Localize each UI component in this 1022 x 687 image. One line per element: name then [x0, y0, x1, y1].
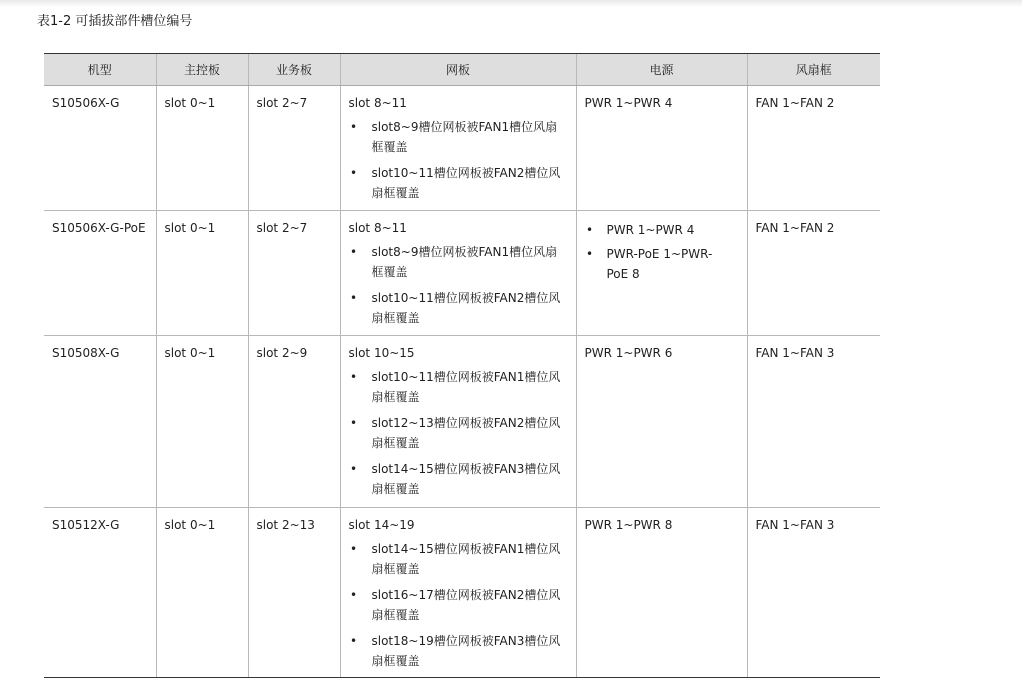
list-item [585, 220, 739, 240]
cell-fan [747, 508, 880, 678]
mpu-text: slot 0~1 [164, 96, 216, 110]
header-sfu: 网板 [340, 54, 576, 86]
cell-sfu [340, 508, 576, 678]
list-item [349, 585, 568, 625]
bullet-icon: • [349, 542, 358, 556]
fan-text: FAN 1~FAN 2 [755, 221, 835, 235]
power-text: PWR 1~PWR 4 [584, 96, 673, 110]
cell-model [44, 86, 156, 211]
cell-sfu [340, 211, 576, 336]
model-text: S10506X-G [52, 96, 120, 110]
fan-text: FAN 1~FAN 3 [755, 518, 835, 532]
cell-model [44, 508, 156, 678]
note-text: slot10~11槽位网板被FAN1槽位风扇框覆盖 [371, 370, 561, 404]
list-item [349, 539, 568, 579]
cell-mpu [156, 86, 248, 211]
list-item [349, 631, 568, 671]
note-text: slot8~9槽位网板被FAN1槽位风扇框覆盖 [371, 120, 558, 154]
bullet-icon: • [349, 416, 358, 430]
cell-fan [747, 336, 880, 508]
power-list [585, 220, 739, 284]
sfu-text: slot 8~11 [348, 96, 407, 110]
model-text: S10508X-G [52, 346, 120, 360]
table-row [44, 508, 880, 678]
bullet-icon: • [349, 588, 358, 602]
slot-number-table [44, 53, 880, 678]
list-item [349, 242, 568, 282]
list-item [349, 413, 568, 453]
header-mpu: 主控板 [156, 54, 248, 86]
cell-sfu [340, 336, 576, 508]
model-text: S10512X-G [52, 518, 120, 532]
power-text: PWR 1~PWR 8 [584, 518, 673, 532]
table-caption: 表1-2 可插拔部件槽位编号 [37, 14, 193, 29]
sfu-notes-list [349, 367, 568, 499]
header-power: 电源 [576, 54, 747, 86]
fan-text: FAN 1~FAN 3 [755, 346, 835, 360]
cell-mpu [156, 336, 248, 508]
power-text: PWR 1~PWR 6 [584, 346, 673, 360]
sfu-text: slot 14~19 [348, 518, 415, 532]
cell-lpu [248, 86, 340, 211]
cell-mpu [156, 508, 248, 678]
lpu-text: slot 2~9 [256, 346, 308, 360]
cell-model [44, 336, 156, 508]
fan-text: FAN 1~FAN 2 [755, 96, 835, 110]
cell-power [576, 336, 747, 508]
bullet-icon: • [349, 245, 358, 259]
bullet-icon: • [349, 370, 358, 384]
cell-fan [747, 86, 880, 211]
power-item-text: PWR 1~PWR 4 [606, 223, 695, 237]
sfu-text: slot 8~11 [348, 221, 407, 235]
bullet-icon: • [349, 291, 358, 305]
note-text: slot8~9槽位网板被FAN1槽位风扇框覆盖 [371, 245, 558, 279]
lpu-text: slot 2~7 [256, 221, 308, 235]
sfu-notes-list [349, 242, 568, 328]
note-text: slot18~19槽位网板被FAN3槽位风扇框覆盖 [371, 634, 561, 668]
mpu-text: slot 0~1 [164, 346, 216, 360]
table-header-row [44, 54, 880, 86]
note-text: slot10~11槽位网板被FAN2槽位风扇框覆盖 [371, 291, 561, 325]
cell-lpu [248, 336, 340, 508]
list-item [349, 367, 568, 407]
mpu-text: slot 0~1 [164, 221, 216, 235]
mpu-text: slot 0~1 [164, 518, 216, 532]
cell-fan [747, 211, 880, 336]
table-row [44, 336, 880, 508]
header-fan: 风扇框 [747, 54, 880, 86]
table-row [44, 86, 880, 211]
list-item [349, 288, 568, 328]
note-text: slot10~11槽位网板被FAN2槽位风扇框覆盖 [371, 166, 561, 200]
lpu-text: slot 2~7 [256, 96, 308, 110]
cell-lpu [248, 508, 340, 678]
cell-power [576, 211, 747, 336]
sfu-notes-list [349, 539, 568, 671]
cell-mpu [156, 211, 248, 336]
model-text: S10506X-G-PoE [52, 221, 146, 235]
cell-model [44, 211, 156, 336]
cell-power [576, 86, 747, 211]
note-text: slot12~13槽位网板被FAN2槽位风扇框覆盖 [371, 416, 561, 450]
note-text: slot14~15槽位网板被FAN3槽位风扇框覆盖 [371, 462, 561, 496]
list-item [585, 244, 739, 284]
sfu-notes-list [349, 117, 568, 203]
bullet-icon: • [585, 223, 594, 237]
bullet-icon: • [585, 247, 594, 261]
header-model: 机型 [44, 54, 156, 86]
note-text: slot14~15槽位网板被FAN1槽位风扇框覆盖 [371, 542, 561, 576]
cell-power [576, 508, 747, 678]
bullet-icon: • [349, 462, 358, 476]
top-shadow [0, 0, 1022, 7]
cell-sfu [340, 86, 576, 211]
list-item [349, 163, 568, 203]
header-lpu: 业务板 [248, 54, 340, 86]
list-item [349, 117, 568, 157]
cell-lpu [248, 211, 340, 336]
lpu-text: slot 2~13 [256, 518, 315, 532]
power-item-text: PWR-PoE 1~PWR-PoE 8 [606, 247, 713, 281]
bullet-icon: • [349, 120, 358, 134]
note-text: slot16~17槽位网板被FAN2槽位风扇框覆盖 [371, 588, 561, 622]
bullet-icon: • [349, 634, 358, 648]
table-row [44, 211, 880, 336]
bullet-icon: • [349, 166, 358, 180]
list-item [349, 459, 568, 499]
sfu-text: slot 10~15 [348, 346, 415, 360]
